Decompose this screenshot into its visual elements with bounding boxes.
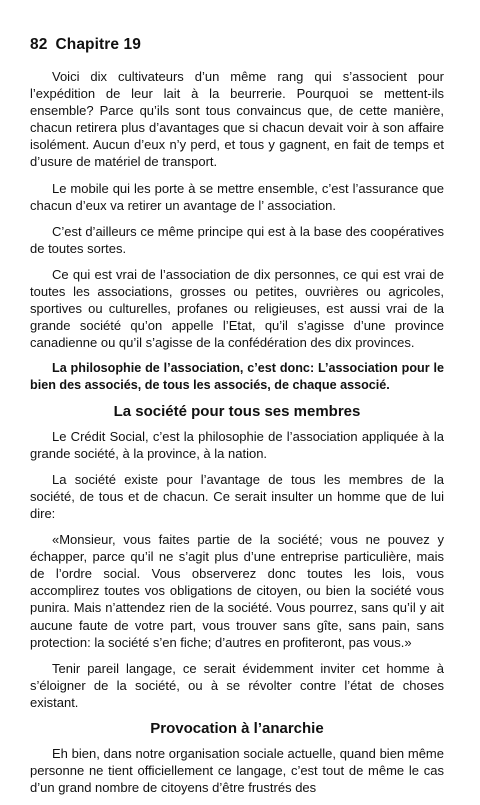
paragraph: Tenir pareil langage, ce serait évidemment inviter cet homme à s’éloigner de la société, ou à se révolter contre l’état de choses existant.	[30, 660, 444, 710]
paragraph: La société existe pour l’avantage de tous les membres de la société, de tous et de chacun. Ce serait insulter un homme que de lui dire:	[30, 471, 444, 521]
paragraph: Le Crédit Social, c’est la philosophie de l’association appliquée à la grande société, à la province, à la nation.	[30, 428, 444, 461]
paragraph: C’est d’ailleurs ce même principe qui est à la base des coopératives de toutes sortes.	[30, 223, 444, 256]
paragraph: Voici dix cultivateurs d’un même rang qui s’associent pour l’expédition de leur lait à la beurrerie. Pourquoi se mettent-ils ensemble? Parce qu’ils sont tous convaincus que, de cette manière, chacun retirera plus d’avantages que si chacun devait voir à son affaire isolément. Aucun d’eux n’y perd, et tous y gagnent, en fait de temps et d’usure de matériel de transport.	[30, 69, 444, 170]
chapter-title: Chapitre 19	[55, 36, 141, 53]
section-heading: La société pour tous ses membres	[113, 402, 361, 420]
paragraph: Eh bien, dans notre organisation sociale actuelle, quand bien même personne ne tient officiellement ce langage, c’est tout de même le cas d’un grand nombre de citoyens d’être frustrés des	[30, 746, 444, 796]
paragraph: Le mobile qui les porte à se mettre ensemble, c’est l’assurance que chacun d’eux va retirer un avantage de l’ association.	[30, 180, 444, 213]
section-heading: Provocation à l’anarchie	[150, 720, 324, 737]
page-number: 82	[30, 36, 48, 53]
quotation-paragraph: «Monsieur, vous faites partie de la société; vous ne pouvez y échapper, parce qu’il ne s’agit plus d’une entreprise particulière, mais de l’ordre social. Vous observerez donc toutes les lois, vous accomplirez toutes vos obligations de citoyen, ou bien la société vous punira. Mais n’attendez rien de la société. Vous pourrez, sans qu’il y ait aucune faute de votre part, vous trouver sans gîte, sans pain, sans protection: la société s’en fiche; d’autres en profiteront, pas vous.»	[30, 532, 444, 650]
bold-statement: La philosophie de l’association, c’est donc: L’association pour le bien des associés, de tous les associés, de chaque associé.	[30, 361, 444, 392]
paragraph: Ce qui est vrai de l’association de dix personnes, ce qui est vrai de toutes les associations, grosses ou petites, ouvrières ou agricoles, sportives ou culturelles, profanes ou religieuses, est aussi vrai de la grande société qu’on appelle l’Etat, qu’il s’agisse d’une province canadienne ou qu’il s’agisse de la confédération des dix provinces.	[30, 266, 444, 351]
page-header	[30, 36, 444, 54]
book-page	[30, 36, 444, 805]
